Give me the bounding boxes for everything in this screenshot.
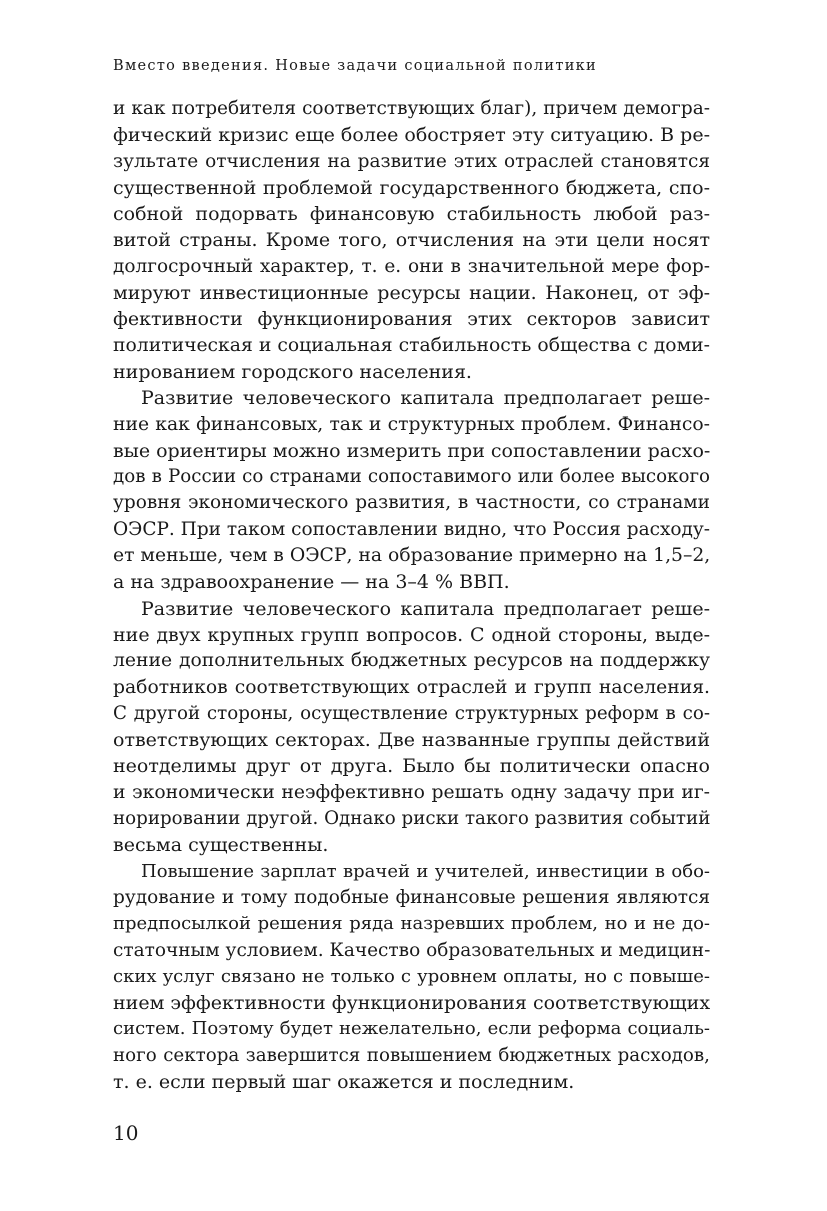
text-line: работников соответствующих отраслей и групп населения.	[113, 676, 710, 698]
text-line: статочным условием. Качество образовательных и медицин-	[113, 939, 711, 961]
text-line: ОЭСР. При таком сопоставлении видно, что Россия расходу-	[113, 518, 711, 540]
paragraph	[113, 859, 710, 1096]
text-line: политическая и социальная стабильность общества с доми-	[113, 334, 710, 356]
paragraph	[113, 596, 710, 859]
text-line: вые ориентиры можно измерить при сопоставлении расхо-	[113, 439, 711, 462]
text-line: ного сектора завершится повышением бюджетных расходов,	[113, 1044, 710, 1066]
text-line: уровня экономического развития, в частности, со странами	[113, 492, 710, 514]
text-line: и как потребителя соответствующих благ), причем демогра-	[113, 98, 710, 119]
text-line: зультате отчисления на развитие этих отраслей становятся	[113, 150, 710, 172]
running-head: Вместо введения. Новые задачи социальной политики	[113, 58, 598, 74]
text-line: норировании другой. Однако риски такого развития событий	[113, 808, 711, 830]
text-line: ние двух крупных групп вопросов. С одной стороны, выде-	[113, 623, 710, 646]
text-line: а на здравоохранение — на 3–4 % ВВП.	[113, 571, 510, 594]
text-line: нированием городского населения.	[113, 360, 472, 383]
text-line: дов в России со странами сопоставимого или более высокого	[113, 466, 710, 488]
text-line: существенной проблемой государственного бюджета, спо-	[113, 176, 710, 199]
text-line: фективности функционирования этих секторов зависит	[113, 308, 710, 331]
text-line: витой страны. Кроме того, отчисления на эти цели носят	[113, 229, 710, 252]
text-line: ответствующих секторах. Две названные группы действий	[113, 729, 710, 752]
paragraph	[113, 385, 710, 595]
text-line: нием эффективности функционирования соответствующих	[113, 992, 711, 1015]
text-line: долгосрочный характер, т. е. они в значительной мере фор-	[113, 255, 710, 277]
page-number: 10	[113, 1121, 139, 1145]
text-line: предпосылкой решения ряда назревших проблем, но и не до-	[113, 913, 710, 935]
text-line: С другой стороны, осуществление структурных реформ в со-	[113, 702, 710, 724]
text-line: собной подорвать финансовую стабильность любой раз-	[113, 203, 710, 226]
text-line: рудование и тому подобные финансовые решения являются	[113, 886, 710, 908]
text-line: систем. Поэтому будет нежелательно, если реформа социаль-	[113, 1018, 710, 1040]
text-line: фический кризис еще более обостряет эту ситуацию. В ре-	[113, 124, 710, 147]
text-line: т. е. если первый шаг окажется и последним.	[113, 1070, 575, 1093]
text-line: Повышение зарплат врачей и учителей, инвестиции в обо-	[141, 860, 710, 882]
text-line: ет меньше, чем в ОЭСР, на образование примерно на 1,5–2,	[113, 545, 711, 567]
text-line: Развитие человеческого капитала предполагает реше-	[141, 387, 710, 410]
text-line: ление дополнительных бюджетных ресурсов на поддержку	[113, 650, 710, 672]
text-line: неотделимы друг от друга. Было бы политически опасно	[113, 755, 710, 778]
text-line: ских услуг связано не только с уровнем оплаты, но с повыше-	[113, 965, 710, 987]
text-line: и экономически неэффективно решать одну задачу при иг-	[113, 781, 710, 803]
text-line: ние как финансовых, так и структурных проблем. Финансо-	[113, 413, 710, 435]
body-text	[113, 96, 710, 1095]
paragraph	[113, 96, 710, 385]
text-line: весьма существенны.	[113, 834, 329, 857]
text-line: мируют инвестиционные ресурсы нации. Наконец, от эф-	[113, 282, 710, 305]
text-line: Развитие человеческого капитала предполагает реше-	[141, 597, 710, 620]
